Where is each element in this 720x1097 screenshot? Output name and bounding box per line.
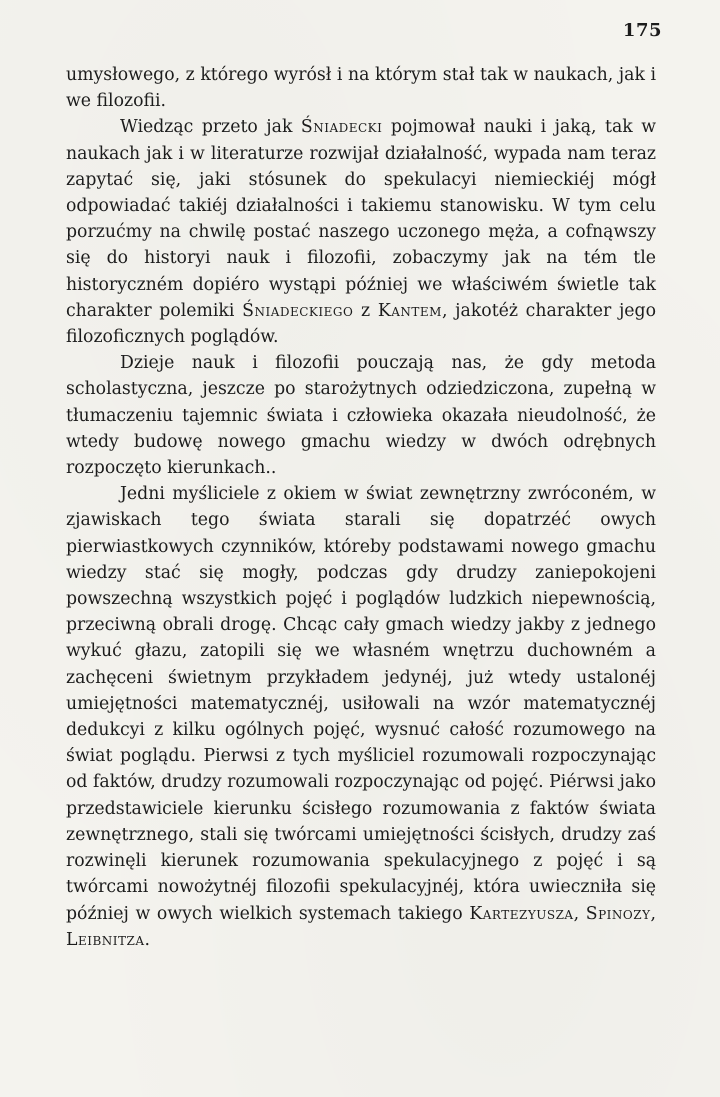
page-number: 175 xyxy=(622,20,662,41)
author-name: Spinozy xyxy=(585,903,651,924)
text-segment: , xyxy=(650,903,656,924)
paragraph xyxy=(66,114,656,350)
text-segment: , xyxy=(573,903,586,924)
text-segment: Jedni myśliciele z okiem w świat zewnętrzny zwróconém, w zjawiskach tego świata starali się dopatrzéć owych pierwiastkowych czynników, któreby podstawami nowego gmachu wiedzy stać się mogły, podczas gdy drudzy zaniepokojeni powszechną wszystkich pojęć i poglądów ludzkich niepewnością, przeciwną obrali drogę. Chcąc cały gmach wiedzy jakby z jednego wykuć głazu, zatopili się we własném wnętrzu duchowném a zachęceni świetnym przykładem jedynéj, już wtedy ustalonéj umiejętności matematycznéj, usiłowali na wzór matematycznéj dedukcyi z kilku ogólnych pojęć, wysnuć całość rozumowego na świat poglądu. Pierwsi z tych myśliciel rozumowali rozpoczynając od faktów, drudzy rozumowali rozpoczynając od pojęć. Piérwsi jako przedstawiciele kierunku ścisłego rozumowania z faktów świata zewnętrznego, stali się twórcami umiejętności ścisłych, drudzy zaś rozwinęli kierunek rozumowania spekulacyjnego z pojęć i są twórcami nowożytnéj filozofii spekulacyjnéj, która uwieczniła się później w owych wielkich systemach takiego xyxy=(66,484,657,924)
paragraph xyxy=(66,481,656,953)
author-name: Kartezyusza xyxy=(469,903,574,924)
author-name: Śniadeckiego xyxy=(242,300,354,321)
text-segment: Dzieje nauk i filozofii pouczają nas, że gdy metoda scholastyczna, jeszcze po starożytnych odziedziczona, zupełną w tłumaczeniu tajemnic świata i człowieka okazała nieudolność, że wtedy budowę nowego gmachu wiedzy w dwóch odrębnych rozpoczęto kierunkach.. xyxy=(66,353,656,479)
text-segment: , jakotéż charakter jego filozoficznych poglądów. xyxy=(66,300,657,348)
text-segment: z xyxy=(353,300,378,321)
author-name: Kantem xyxy=(377,300,442,321)
author-name: Leibnitza xyxy=(66,929,145,950)
author-name: Śniadecki xyxy=(300,117,383,138)
paragraph xyxy=(66,350,656,481)
text-segment: Wiedząc przeto jak xyxy=(120,117,301,138)
text-segment: . xyxy=(144,929,151,950)
body-text xyxy=(66,62,656,953)
paragraph xyxy=(66,62,656,114)
text-segment: pojmował nauki i jaką, tak w naukach jak i w literaturze rozwijał działalność, wypada nam teraz zapytać się, jaki stósunek do spekulacyi niemieckiéj mógł odpowiadać takiéj działalności i takiemu stanowisku. W tym celu porzućmy na chwilę postać naszego uczonego męża, a cofnąwszy się do historyi nauk i filozofii, zobaczymy jak na tém tle historyczném dopiéro wystąpi później we właściwém świetle tak charakter polemiki xyxy=(66,117,656,321)
text-segment: umysłowego, z którego wyrósł i na którym stał tak w naukach, jak i we filozofii. xyxy=(66,65,656,112)
